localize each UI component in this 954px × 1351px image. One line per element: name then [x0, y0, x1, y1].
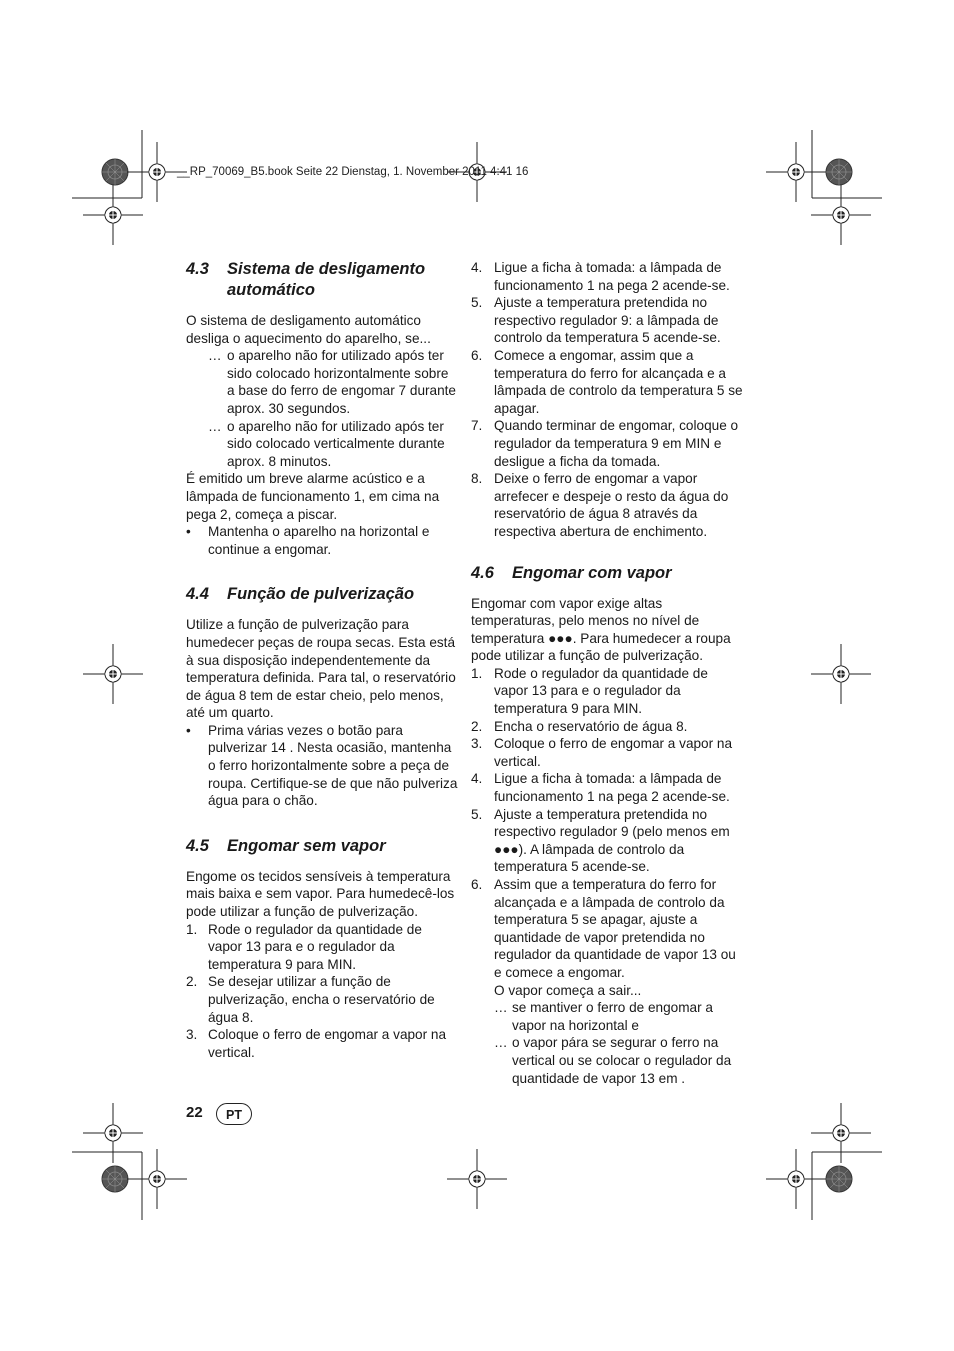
step-text: Rode o regulador da quantidade de vapor 13 para e o regulador da temperatura 9 para MIN. [494, 665, 708, 717]
condition-text: o vapor pára se segurar o ferro na vertical ou se colocar o regulador da quantidade de vapor 13 em . [512, 1035, 732, 1086]
condition-text: o aparelho não for utilizado após ter sido colocado verticalmente durante aprox. 8 minutos. [227, 418, 445, 469]
section-title: Engomar sem vapor [227, 836, 386, 855]
section-4-6-heading [471, 563, 743, 584]
section-number: 4.5 [186, 836, 209, 855]
step-text: Comece a engomar, assim que a temperatura do ferro for alcançada e a lâmpada de controlo da temperatura 5 se apagar. [494, 347, 743, 416]
step-item: 2. Encha o reservatório de água 8. [471, 718, 688, 734]
step-text: Ajuste a temperatura pretendida no respectivo regulador 9 (pelo menos em ●●●). A lâmpada de controlo da temperatura 5 acende-se. [494, 806, 730, 875]
section-4-4-heading [186, 584, 458, 605]
section-4-3-heading [186, 259, 458, 301]
step-text: Ajuste a temperatura pretendida no respectivo regulador 9: a lâmpada de controlo da temperatura 5 acende-se. [494, 295, 721, 346]
paragraph: O vapor começa a sair... [494, 982, 642, 998]
left-column [186, 259, 458, 1061]
step-item: 1. Rode o regulador da quantidade de vapor 13 para e o regulador da temperatura 9 para MIN. [186, 921, 422, 972]
condition-text: o aparelho não for utilizado após ter sido colocado horizontalmente sobre a base do ferro de engomar 7 durante aprox. 30 segundos. [227, 348, 456, 416]
paragraph: É emitido um breve alarme acústico e a lâmpada de funcionamento 1, em cima na pega 2, começa a piscar. [186, 471, 440, 522]
condition-item: … o aparelho não for utilizado após ter sido colocado horizontalmente sobre a base do ferro de engomar 7 durante aprox. 30 segundos. [208, 348, 456, 416]
section-title: Função de pulverização [227, 585, 415, 604]
language-badge: PT [216, 1103, 252, 1125]
step-text: Ligue a ficha à tomada: a lâmpada de funcionamento 1 na pega 2 acende-se. [494, 260, 730, 293]
right-column [471, 259, 743, 1087]
step-item: 6. Comece a engomar, assim que a temperatura do ferro for alcançada e a lâmpada de controlo da temperatura 5 se apagar. [471, 347, 743, 416]
paragraph: Utilize a função de pulverização para humedecer peças de roupa secas. Esta está à sua disposição independentemente da temperatura definida. Para tal, o reservatório de água 8 tem de estar cheio, pelo menos, até um quarto. [186, 617, 456, 721]
step-item: 5. Ajuste a temperatura pretendida no respectivo regulador 9 (pelo menos em ●●●). A lâmpada de controlo da temperatura 5 acende-se. [471, 806, 730, 875]
step-item: 1. Rode o regulador da quantidade de vapor 13 para e o regulador da temperatura 9 para MIN. [471, 665, 708, 717]
step-text: Se desejar utilizar a função de pulverização, encha o reservatório de água 8. [208, 974, 435, 1025]
section-title: Engomar com vapor [512, 563, 672, 582]
page-number: 22 [186, 1104, 203, 1121]
step-item: 6. Assim que a temperatura do ferro for alcançada e a lâmpada de controlo da temperatura 5 se apagar, ajuste a quantidade de vapor pretendida no regulador da quantidade de vapor 13 ou e comece a engomar. [471, 877, 736, 980]
condition-item: … o aparelho não for utilizado após ter sido colocado verticalmente durante aprox. 8 minutos. [208, 418, 445, 469]
step-text: Assim que a temperatura do ferro for alcançada e a lâmpada de controlo da temperatura 5 se apagar, ajuste a quantidade de vapor pretendida no regulador da quantidade de vapor 13 ou e comece a engomar. [494, 877, 736, 980]
step-text: Coloque o ferro de engomar a vapor na vertical. [208, 1027, 447, 1060]
step-text: Encha o reservatório de água 8. [494, 718, 688, 734]
print-header: __RP_70069_B5.book Seite 22 Dienstag, 1. November 2011 4:41 16 [177, 166, 529, 178]
step-item: 4. Ligue a ficha à tomada: a lâmpada de funcionamento 1 na pega 2 acende-se. [471, 260, 730, 293]
section-number: 4.6 [471, 563, 494, 582]
step-text: Coloque o ferro de engomar a vapor na vertical. [494, 736, 733, 769]
section-number: 4.3 [186, 260, 209, 278]
condition-text: se mantiver o ferro de engomar a vapor na horizontal e [512, 1000, 713, 1033]
section-number: 4.4 [186, 585, 209, 604]
condition-item: … o vapor pára se segurar o ferro na vertical ou se colocar o regulador da quantidade de vapor 13 em . [494, 1035, 732, 1086]
step-item: 2. Se desejar utilizar a função de pulverização, encha o reservatório de água 8. [186, 974, 435, 1025]
step-item: 3. Coloque o ferro de engomar a vapor na vertical. [186, 1027, 447, 1060]
bullet-item: • Prima várias vezes o botão para pulverizar 14 . Nesta ocasião, mantenha o ferro horizontalmente sobre a peça de roupa. Certifique-se de que não pulveriza água para o chão. [186, 722, 458, 809]
bullet-item: • Mantenha o aparelho na horizontal e continue a engomar. [186, 524, 430, 557]
section-title: Sistema de desligamento automático [227, 260, 426, 299]
step-text: Quando terminar de engomar, coloque o regulador da temperatura 9 em MIN e desligue a ficha da tomada. [494, 418, 739, 469]
condition-item: … se mantiver o ferro de engomar a vapor na horizontal e [494, 1000, 713, 1033]
step-item: 8. Deixe o ferro de engomar a vapor arrefecer e despeje o resto da água do reservatório de água 8 através da respectiva abertura de enchimento. [471, 471, 729, 539]
section-4-5-heading [186, 836, 458, 857]
step-item: 3. Coloque o ferro de engomar a vapor na vertical. [471, 736, 733, 769]
step-item: 7. Quando terminar de engomar, coloque o regulador da temperatura 9 em MIN e desligue a ficha da tomada. [471, 418, 739, 469]
bullet-text: Mantenha o aparelho na horizontal e continue a engomar. [208, 524, 430, 557]
paragraph: Engomar com vapor exige altas temperaturas, pelo menos no nível de temperatura ●●●. Para humedecer a roupa pode utilizar a função de pulverização. [471, 595, 731, 664]
step-text: Ligue a ficha à tomada: a lâmpada de funcionamento 1 na pega 2 acende-se. [494, 771, 730, 805]
paragraph: O sistema de desligamento automático desliga o aquecimento do aparelho, se... [186, 313, 431, 346]
step-text: Rode o regulador da quantidade de vapor 13 para e o regulador da temperatura 9 para MIN. [208, 921, 422, 972]
bullet-text: Prima várias vezes o botão para pulverizar 14 . Nesta ocasião, mantenha o ferro horizontalmente sobre a peça de roupa. Certifique-se de que não pulveriza água para o chão. [208, 722, 458, 809]
step-item: 4. Ligue a ficha à tomada: a lâmpada de funcionamento 1 na pega 2 acende-se. [471, 771, 730, 805]
paragraph: Engome os tecidos sensíveis à temperatura mais baixa e sem vapor. Para humedecê-los pode utilizar a função de pulverização. [186, 868, 455, 920]
step-item: 5. Ajuste a temperatura pretendida no respectivo regulador 9: a lâmpada de controlo da temperatura 5 acende-se. [471, 295, 721, 346]
step-text: Deixe o ferro de engomar a vapor arrefecer e despeje o resto da água do reservatório de água 8 através da respectiva abertura de enchimento. [494, 471, 729, 539]
